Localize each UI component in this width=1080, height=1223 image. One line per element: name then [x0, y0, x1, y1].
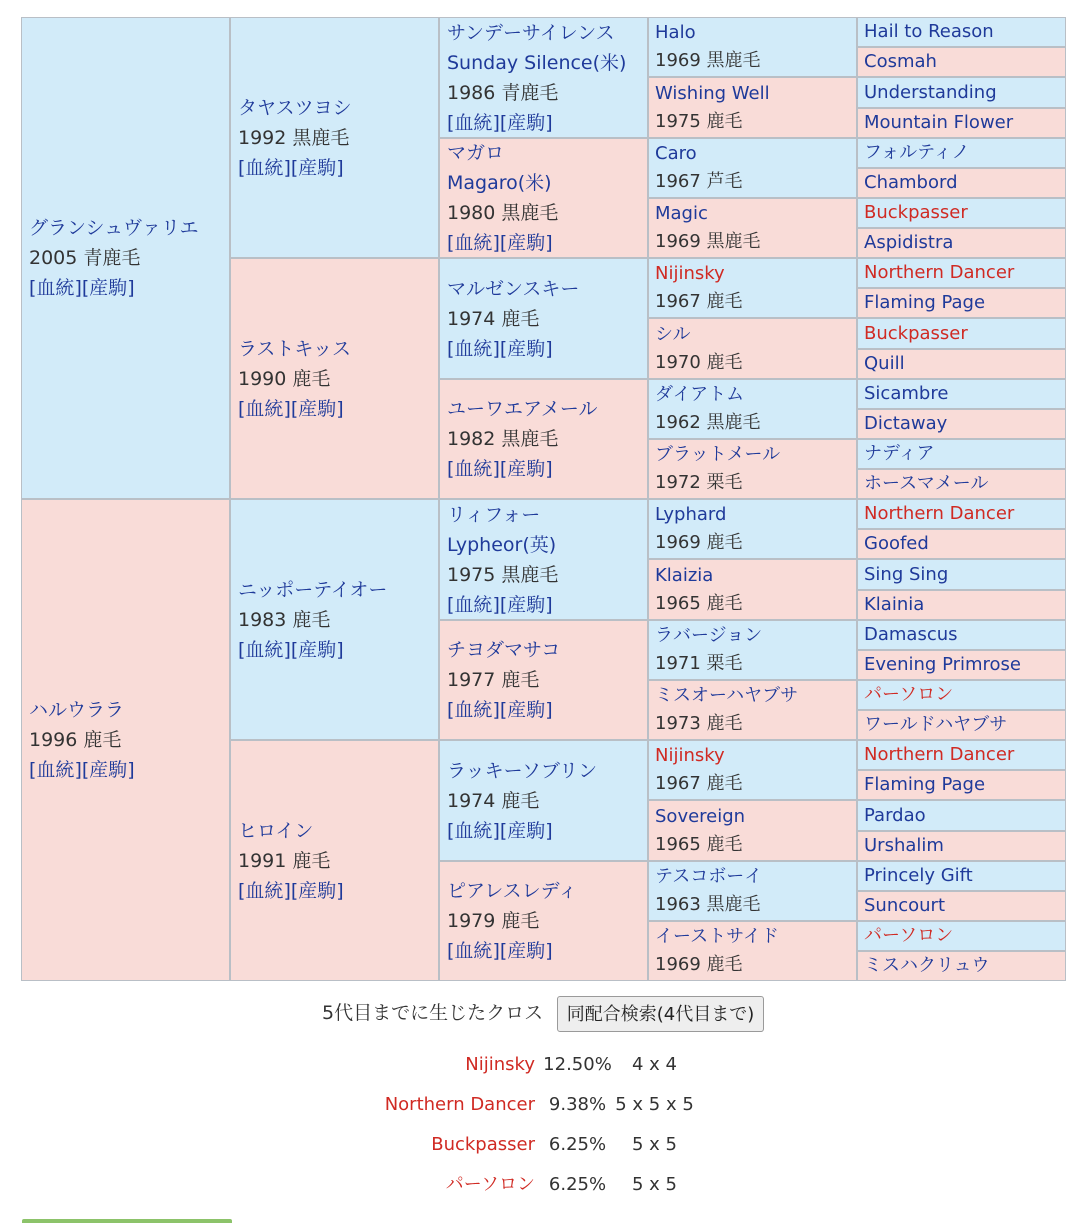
- gen5-cell: [857, 108, 1066, 138]
- gen4-name-link[interactable]: Caro: [655, 143, 697, 164]
- gen5-cell: [857, 17, 1066, 47]
- gen3-alt-name-link[interactable]: Lypheor(英): [447, 533, 557, 556]
- gen3-name-link[interactable]: ユーワエアメール: [447, 398, 598, 420]
- gen3-cell: [439, 499, 648, 620]
- horse-name-link[interactable]: グランシュヴァリエ: [29, 217, 199, 239]
- gen4-birth: 1969 黒鹿毛: [655, 50, 761, 71]
- next-section-tab-edge: [22, 1219, 232, 1223]
- cross-generations: 5 x 5: [632, 1134, 677, 1155]
- gen3-links: [血統][産駒]: [447, 699, 553, 721]
- gen4-birth: 1969 鹿毛: [655, 954, 743, 975]
- gen4-birth: 1972 栗毛: [655, 472, 743, 493]
- gen3-links: [血統][産駒]: [447, 593, 553, 616]
- gen4-name-link[interactable]: Lyphard: [655, 504, 727, 525]
- gen3-birth: 1974 鹿毛: [447, 307, 540, 330]
- gen5-name-link[interactable]: Understanding: [864, 81, 997, 103]
- dam-sire-cell: [230, 499, 439, 740]
- gen5-cell: [857, 47, 1066, 77]
- gen5-name-link[interactable]: Sing Sing: [864, 563, 949, 585]
- gen5-cell: [857, 559, 1066, 590]
- gen3-name-link[interactable]: ピアレスレディ: [447, 880, 578, 902]
- gen5-cell: [857, 198, 1066, 228]
- gen4-name-link[interactable]: Sovereign: [655, 805, 746, 827]
- gen5-cell: [857, 680, 1066, 710]
- gen4-birth: 1963 黒鹿毛: [655, 894, 761, 915]
- gen3-cell: [439, 861, 648, 981]
- gen5-cell: [857, 861, 1066, 891]
- gen5-name-link[interactable]: Cosmah: [864, 51, 937, 72]
- gen4-name-link[interactable]: Magic: [655, 203, 708, 224]
- gen4-birth: 1971 栗毛: [655, 653, 743, 674]
- gen4-name-link[interactable]: ブラットメール: [655, 444, 781, 465]
- offspring-link[interactable]: 産駒: [507, 337, 546, 360]
- offspring-link[interactable]: 産駒: [507, 940, 546, 962]
- gen5-name-link[interactable]: Klainia: [864, 594, 925, 615]
- dam-name-link[interactable]: ハルウララ: [29, 699, 125, 721]
- gen5-name-link[interactable]: Northern Dancer: [864, 503, 1015, 524]
- gen3-birth: 1980 黒鹿毛: [447, 202, 559, 224]
- pedigree-table: [21, 17, 1066, 981]
- gen4-name-link[interactable]: ダイアトム: [655, 384, 745, 405]
- gen5-cell: [857, 409, 1066, 439]
- offspring-link[interactable]: 産駒: [298, 397, 337, 420]
- gen3-birth: 1977 鹿毛: [447, 669, 540, 691]
- gen4-name-link[interactable]: ラバージョン: [655, 625, 763, 646]
- dam-cell: [21, 499, 230, 981]
- cross-percentage: 6.25%: [548, 1134, 607, 1155]
- pedigree-link[interactable]: 血統: [36, 759, 75, 781]
- gen5-cell: [857, 228, 1066, 258]
- gen5-cell: [857, 77, 1066, 108]
- gen4-birth: 1967 鹿毛: [655, 291, 743, 312]
- cross-row: [0, 1085, 1080, 1125]
- gen3-birth: 1979 鹿毛: [447, 910, 540, 932]
- gen3-links: [血統][産駒]: [447, 337, 553, 360]
- dam-links: [血統][産駒]: [29, 759, 135, 781]
- cross-row: [0, 1045, 1080, 1085]
- cross-row: [0, 1125, 1080, 1165]
- cross-horse-link[interactable]: Nijinsky: [465, 1054, 535, 1075]
- cross-horse-link[interactable]: Buckpasser: [431, 1134, 535, 1155]
- gen5-name-link[interactable]: Chambord: [864, 172, 958, 193]
- pedigree-link[interactable]: 血統: [245, 397, 284, 420]
- gen3-name-link[interactable]: ラッキーソブリン: [447, 759, 598, 782]
- gen3-birth: 1974 鹿毛: [447, 789, 540, 812]
- gen5-name-link[interactable]: フォルティノ: [864, 142, 970, 163]
- gen5-name-link[interactable]: Northern Dancer: [864, 262, 1015, 283]
- gen4-name-link[interactable]: Klaizia: [655, 564, 714, 586]
- dam-sire-links: [血統][産駒]: [238, 638, 344, 661]
- gen4-birth: 1965 鹿毛: [655, 833, 743, 855]
- gen5-name-link[interactable]: Goofed: [864, 533, 929, 554]
- gen4-birth: 1970 鹿毛: [655, 351, 743, 373]
- offspring-link[interactable]: 産駒: [298, 879, 337, 902]
- cross-horse-link[interactable]: パーソロン: [445, 1174, 535, 1195]
- pedigree-link[interactable]: 血統: [454, 337, 493, 360]
- gen3-links: [血統][産駒]: [447, 111, 553, 134]
- horse-cell: [21, 17, 230, 499]
- dam-dam-links: [血統][産駒]: [238, 879, 344, 902]
- pedigree-link[interactable]: 血統: [245, 638, 284, 661]
- cross-percentage: 12.50%: [543, 1054, 612, 1075]
- gen5-name-link[interactable]: Damascus: [864, 624, 958, 645]
- gen4-cell: [648, 559, 857, 620]
- gen3-cell: [439, 379, 648, 499]
- gen4-cell: [648, 138, 857, 198]
- gen5-name-link[interactable]: Evening Primrose: [864, 654, 1022, 675]
- offspring-link[interactable]: 産駒: [298, 156, 337, 179]
- offspring-link[interactable]: 産駒: [507, 593, 546, 616]
- pedigree-link[interactable]: 血統: [245, 879, 284, 902]
- gen4-name-link[interactable]: Nijinsky: [655, 745, 725, 766]
- gen5-name-link[interactable]: Aspidistra: [864, 232, 954, 253]
- gen5-cell: [857, 469, 1066, 499]
- offspring-link[interactable]: 産駒: [507, 111, 546, 134]
- gen3-alt-name-link[interactable]: Magaro(米): [447, 172, 552, 194]
- gen5-cell: [857, 770, 1066, 800]
- gen4-cell: [648, 620, 857, 680]
- gen4-cell: [648, 800, 857, 861]
- dam-dam-cell: [230, 740, 439, 981]
- gen4-birth: 1969 鹿毛: [655, 532, 743, 553]
- gen4-name-link[interactable]: Wishing Well: [655, 82, 770, 104]
- gen5-name-link[interactable]: Mountain Flower: [864, 112, 1014, 133]
- gen5-cell: [857, 439, 1066, 469]
- sire-dam-birth: 1990 鹿毛: [238, 367, 331, 390]
- gen3-links: [血統][産駒]: [447, 458, 553, 480]
- gen5-name-link[interactable]: Princely Gift: [864, 865, 973, 886]
- gen5-cell: [857, 379, 1066, 409]
- gen3-name-link[interactable]: チヨダマサコ: [447, 639, 561, 661]
- gen3-cell: [439, 620, 648, 740]
- sire-dam-links: [血統][産駒]: [238, 397, 344, 420]
- pedigree-link[interactable]: 血統: [454, 593, 493, 616]
- gen5-name-link[interactable]: Flaming Page: [864, 774, 986, 795]
- gen5-cell: [857, 168, 1066, 198]
- dam-dam-name-link[interactable]: ヒロイン: [238, 819, 314, 842]
- gen5-name-link[interactable]: Northern Dancer: [864, 744, 1015, 765]
- pedigree-link[interactable]: 血統: [454, 940, 493, 962]
- gen5-cell: [857, 921, 1066, 951]
- gen4-birth: 1973 鹿毛: [655, 713, 743, 734]
- gen5-cell: [857, 288, 1066, 318]
- sire-name-link[interactable]: タヤスツヨシ: [238, 96, 352, 119]
- gen3-name-link[interactable]: マガロ: [447, 142, 505, 164]
- gen3-links: [血統][産駒]: [447, 232, 553, 254]
- gen4-cell: [648, 680, 857, 740]
- gen5-cell: [857, 710, 1066, 740]
- gen3-links: [血統][産駒]: [447, 819, 553, 842]
- gen5-cell: [857, 318, 1066, 349]
- gen4-cell: [648, 740, 857, 800]
- offspring-link[interactable]: 産駒: [89, 759, 128, 781]
- gen5-cell: [857, 349, 1066, 379]
- sire-links: [血統][産駒]: [238, 156, 344, 179]
- gen4-cell: [648, 258, 857, 318]
- gen5-cell: [857, 258, 1066, 288]
- pedigree-link[interactable]: 血統: [454, 458, 493, 480]
- pedigree-link[interactable]: 血統: [454, 819, 493, 842]
- dam-birth: 1996 鹿毛: [29, 729, 122, 751]
- offspring-link[interactable]: 産駒: [507, 819, 546, 842]
- gen4-cell: [648, 17, 857, 77]
- gen4-birth: 1965 鹿毛: [655, 592, 743, 614]
- cross-label: 5代目までに生じたクロス: [322, 1002, 544, 1024]
- gen4-cell: [648, 439, 857, 499]
- gen5-cell: [857, 800, 1066, 831]
- gen5-name-link[interactable]: Pardao: [864, 804, 926, 826]
- gen5-name-link[interactable]: Suncourt: [864, 895, 946, 916]
- gen5-cell: [857, 529, 1066, 559]
- gen4-name-link[interactable]: シル: [655, 323, 691, 345]
- gen4-name-link[interactable]: イーストサイド: [655, 926, 779, 947]
- gen3-name-link[interactable]: リィフォー: [447, 503, 541, 526]
- gen5-name-link[interactable]: パーソロン: [864, 925, 954, 946]
- gen4-cell: [648, 379, 857, 439]
- gen5-name-link[interactable]: ワールドハヤブサ: [864, 714, 1008, 735]
- cross-generations: 5 x 5: [632, 1174, 677, 1195]
- offspring-link[interactable]: 産駒: [507, 232, 546, 254]
- gen3-name-link[interactable]: サンデーサイレンス: [447, 21, 615, 44]
- gen5-name-link[interactable]: Quill: [864, 353, 905, 374]
- gen5-name-link[interactable]: Sicambre: [864, 383, 949, 404]
- gen5-name-link[interactable]: Buckpasser: [864, 202, 968, 223]
- cross-generations: 4 x 4: [632, 1054, 677, 1075]
- cross-generations: 5 x 5 x 5: [615, 1094, 694, 1115]
- gen4-name-link[interactable]: ミスオーハヤブサ: [655, 685, 799, 706]
- gen5-name-link[interactable]: ホースマメール: [864, 473, 989, 494]
- gen4-cell: [648, 198, 857, 258]
- gen3-cell: [439, 17, 648, 138]
- gen3-cell: [439, 740, 648, 861]
- gen3-birth: 1986 青鹿毛: [447, 81, 559, 104]
- gen5-cell: [857, 951, 1066, 981]
- sire-birth: 1992 黒鹿毛: [238, 126, 350, 149]
- gen5-name-link[interactable]: Buckpasser: [864, 322, 968, 344]
- gen4-cell: [648, 77, 857, 138]
- dam-sire-name-link[interactable]: ニッポーテイオー: [238, 578, 388, 601]
- gen5-cell: [857, 138, 1066, 168]
- gen3-birth: 1975 黒鹿毛: [447, 563, 559, 586]
- gen4-cell: [648, 921, 857, 981]
- gen5-name-link[interactable]: Hail to Reason: [864, 21, 994, 42]
- gen3-name-link[interactable]: マルゼンスキー: [447, 277, 580, 300]
- cross-percentage: 9.38%: [548, 1094, 607, 1115]
- gen3-cell: [439, 138, 648, 258]
- gen3-birth: 1982 黒鹿毛: [447, 428, 559, 450]
- gen5-cell: [857, 590, 1066, 620]
- offspring-link[interactable]: 産駒: [298, 638, 337, 661]
- cross-row: [0, 1165, 1080, 1205]
- offspring-link[interactable]: 産駒: [507, 458, 546, 480]
- pedigree-link[interactable]: 血統: [454, 699, 493, 721]
- gen3-links: [血統][産駒]: [447, 940, 553, 962]
- sire-dam-cell: [230, 258, 439, 499]
- gen4-birth: 1975 鹿毛: [655, 110, 743, 132]
- pedigree-link[interactable]: 血統: [245, 156, 284, 179]
- gen4-birth: 1969 黒鹿毛: [655, 231, 761, 252]
- gen5-cell: [857, 740, 1066, 770]
- horse-links: [血統][産駒]: [29, 277, 135, 299]
- gen4-name-link[interactable]: テスコボーイ: [655, 866, 763, 887]
- gen5-name-link[interactable]: パーソロン: [864, 684, 954, 705]
- dam-sire-birth: 1983 鹿毛: [238, 608, 331, 631]
- gen4-cell: [648, 861, 857, 921]
- sire-cell: [230, 17, 439, 258]
- gen3-alt-name-link[interactable]: Sunday Silence(米): [447, 51, 627, 74]
- pedigree-link[interactable]: 血統: [36, 277, 75, 299]
- gen5-name-link[interactable]: ナディア: [864, 443, 935, 464]
- gen5-cell: [857, 499, 1066, 529]
- cross-horse-link[interactable]: Northern Dancer: [384, 1094, 535, 1115]
- gen5-name-link[interactable]: Dictaway: [864, 413, 948, 434]
- sire-dam-name-link[interactable]: ラストキッス: [238, 337, 352, 360]
- offspring-link[interactable]: 産駒: [507, 699, 546, 721]
- pedigree-link[interactable]: 血統: [454, 232, 493, 254]
- gen4-cell: [648, 318, 857, 379]
- gen4-birth: 1967 鹿毛: [655, 773, 743, 794]
- gen4-cell: [648, 499, 857, 559]
- gen4-birth: 1962 黒鹿毛: [655, 412, 761, 433]
- gen4-name-link[interactable]: Nijinsky: [655, 263, 725, 284]
- pedigree-link[interactable]: 血統: [454, 111, 493, 134]
- inbreeding-cross-section: [0, 990, 1080, 1223]
- gen5-name-link[interactable]: Urshalim: [864, 835, 944, 856]
- gen5-cell: [857, 831, 1066, 861]
- gen5-name-link[interactable]: ミスハクリュウ: [864, 955, 990, 976]
- gen4-birth: 1967 芦毛: [655, 171, 743, 192]
- offspring-link[interactable]: 産駒: [89, 277, 128, 299]
- horse-birth: 2005 青鹿毛: [29, 247, 141, 269]
- dam-dam-birth: 1991 鹿毛: [238, 849, 331, 872]
- cross-percentage: 6.25%: [548, 1174, 607, 1195]
- gen5-cell: [857, 650, 1066, 680]
- gen5-cell: [857, 620, 1066, 650]
- gen5-cell: [857, 891, 1066, 921]
- gen3-cell: [439, 258, 648, 379]
- gen4-name-link[interactable]: Halo: [655, 22, 696, 43]
- gen5-name-link[interactable]: Flaming Page: [864, 292, 986, 313]
- same-cross-search-button[interactable]: 同配合検索(4代目まで): [557, 996, 764, 1032]
